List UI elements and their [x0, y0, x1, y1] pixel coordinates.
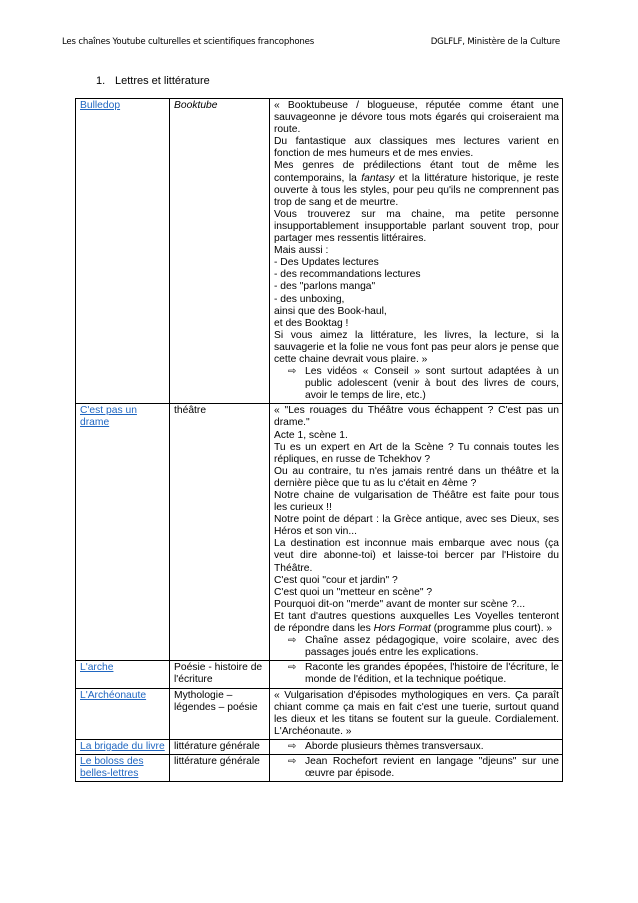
channel-link-le-boloss-des-belles-lettres[interactable]: Le boloss des belles-lettres [80, 755, 144, 780]
description-line: Tu es un expert en Art de la Scène ? Tu connais toutes les répliques, en russe de Tchekhov ? [274, 441, 559, 465]
description-cell [270, 404, 563, 661]
note-item: ⇨ Chaîne assez pédagogique, voire scolaire, avec des passages joués entre les explications. [288, 635, 559, 659]
description-line: et des Booktag ! [274, 317, 349, 329]
note-item: ⇨ Aborde plusieurs thèmes transversaux. [288, 740, 484, 752]
table-row [76, 739, 563, 754]
channel-link-larcheonaute[interactable]: L'Archéonaute [80, 689, 147, 701]
category-cell: littérature générale [170, 754, 270, 781]
category-cell: littérature générale [170, 739, 270, 754]
description-cell [270, 739, 563, 754]
note-item: ⇨ Les vidéos « Conseil » sont surtout adaptées à un public adolescent (venir à bout des livres de cours, avoir le temps de lire, etc.) [288, 366, 559, 402]
description-line: ainsi que des Book-haul, [274, 305, 387, 317]
italic-term: Hors Format [373, 623, 431, 635]
arrow-icon: ⇨ [288, 662, 297, 674]
description-line: C'est quoi "cour et jardin" ? [274, 574, 398, 586]
description-line: Vous trouverez sur ma chaine, ma petite personne insupportablement insupportable parlant souvent trop, pour partager mes ressentis littéraires. [274, 208, 559, 245]
channel-cell [76, 739, 170, 754]
description-line: Notre chaine de vulgarisation de Théâtre est faite pour tous les curieux !! [274, 490, 559, 514]
channel-cell [76, 754, 170, 781]
description-line: Acte 1, scène 1. [274, 429, 348, 441]
description-line: - des "parlons manga" [274, 281, 376, 293]
description-line: C'est quoi un "metteur en scène" ? [274, 586, 433, 598]
table-row [76, 404, 563, 661]
description-line: Mes genres de prédilections étant tout de même les contemporains, la fantasy et la littérature historique, je reste ouverte à tous les styles, pour peu qu'ils ne comprennent pas trop de sang et de meurtre. [274, 160, 559, 208]
arrow-icon: ⇨ [288, 755, 297, 767]
description-line: Notre point de départ : la Grèce antique, avec ses Dieux, ses Héros et son vin... [274, 514, 559, 538]
table-row [76, 688, 563, 739]
header-left: Les chaînes Youtube culturelles et scientifiques francophones [62, 37, 314, 47]
description-line: Ou au contraire, tu n'es jamais rentré dans un théâtre et la dernière pièce que tu as lu c'était en 4ème ? [274, 465, 559, 489]
section-heading [96, 75, 210, 87]
channels-table [75, 98, 563, 782]
description-cell: « Vulgarisation d'épisodes mythologiques en vers. Ça paraît chiant comme ça mais en fait c'est une tuerie, surtout quand les dieux et les titans se foutent sur la gueule. Cordialement. L'Archéonaute. » [270, 688, 563, 739]
category-cell: Poésie - histoire de l'écriture [170, 661, 270, 688]
header-right: DGLFLF, Ministère de la Culture [430, 37, 560, 47]
category-cell: théâtre [170, 404, 270, 661]
description-line: Mais aussi : [274, 245, 329, 257]
channel-cell [76, 688, 170, 739]
description-line: - des recommandations lectures [274, 269, 421, 281]
note-item: ⇨ Jean Rochefort revient en langage "djeuns" sur une œuvre par épisode. [288, 755, 559, 780]
description-line: - des unboxing, [274, 293, 345, 305]
arrow-icon: ⇨ [288, 740, 297, 752]
channel-cell [76, 99, 170, 404]
section-title: Lettres et littérature [115, 75, 210, 87]
note-item: ⇨ Raconte les grandes épopées, l'histoire de l'écriture, le monde de l'édition, et la technique poétique. [288, 662, 559, 686]
page-header [62, 37, 560, 47]
table-row [76, 754, 563, 781]
arrow-icon: ⇨ [288, 366, 297, 378]
description-line: Et tant d'autres questions auxquelles Les Voyelles tenteront de répondre dans les Hors Format (programme plus court). » [274, 610, 559, 635]
category-cell: Mythologie – légendes – poésie [170, 688, 270, 739]
description-cell [270, 99, 563, 404]
description-line: Du fantastique aux classiques mes lectures varient en fonction de mes humeurs et de mes envies. [274, 136, 559, 160]
table-row [76, 661, 563, 688]
description-cell [270, 661, 563, 688]
channel-link-larche[interactable]: L'arche [80, 662, 114, 674]
italic-term: fantasy [361, 172, 395, 184]
channel-cell [76, 661, 170, 688]
description-line: Pourquoi dit-on "merde" avant de monter sur scène ?... [274, 598, 526, 610]
description-line: Si vous aimez la littérature, les livres, la lecture, si la sauvagerie et la folie ne vous font pas peur alors je pense que cette chaine devrait vous plaire. » [274, 329, 559, 365]
description-cell [270, 754, 563, 781]
channel-link-bulledop[interactable]: Bulledop [80, 100, 121, 111]
channel-cell [76, 404, 170, 661]
description-line: - Des Updates lectures [274, 257, 379, 269]
description-line: « "Les rouages du Théâtre vous échappent ? C'est pas un drame." [274, 405, 559, 429]
section-number: 1. [96, 75, 106, 87]
description-line: La destination est inconnue mais embarque avec nous (ça veut dire abonne-toi) et laisse-toi bercer par l'Histoire du Théâtre. [274, 538, 559, 574]
channel-link-cest-pas-un-drame[interactable]: C'est pas un drame [80, 405, 137, 429]
table-row [76, 99, 563, 404]
category-cell: Booktube [170, 99, 270, 404]
arrow-icon: ⇨ [288, 635, 297, 647]
description-line: « Booktubeuse / blogueuse, réputée comme étant une sauvageonne je dévore tous mots égarés qui croiseraient ma route. [274, 100, 559, 136]
channel-link-la-brigade-du-livre[interactable]: La brigade du livre [80, 740, 165, 752]
